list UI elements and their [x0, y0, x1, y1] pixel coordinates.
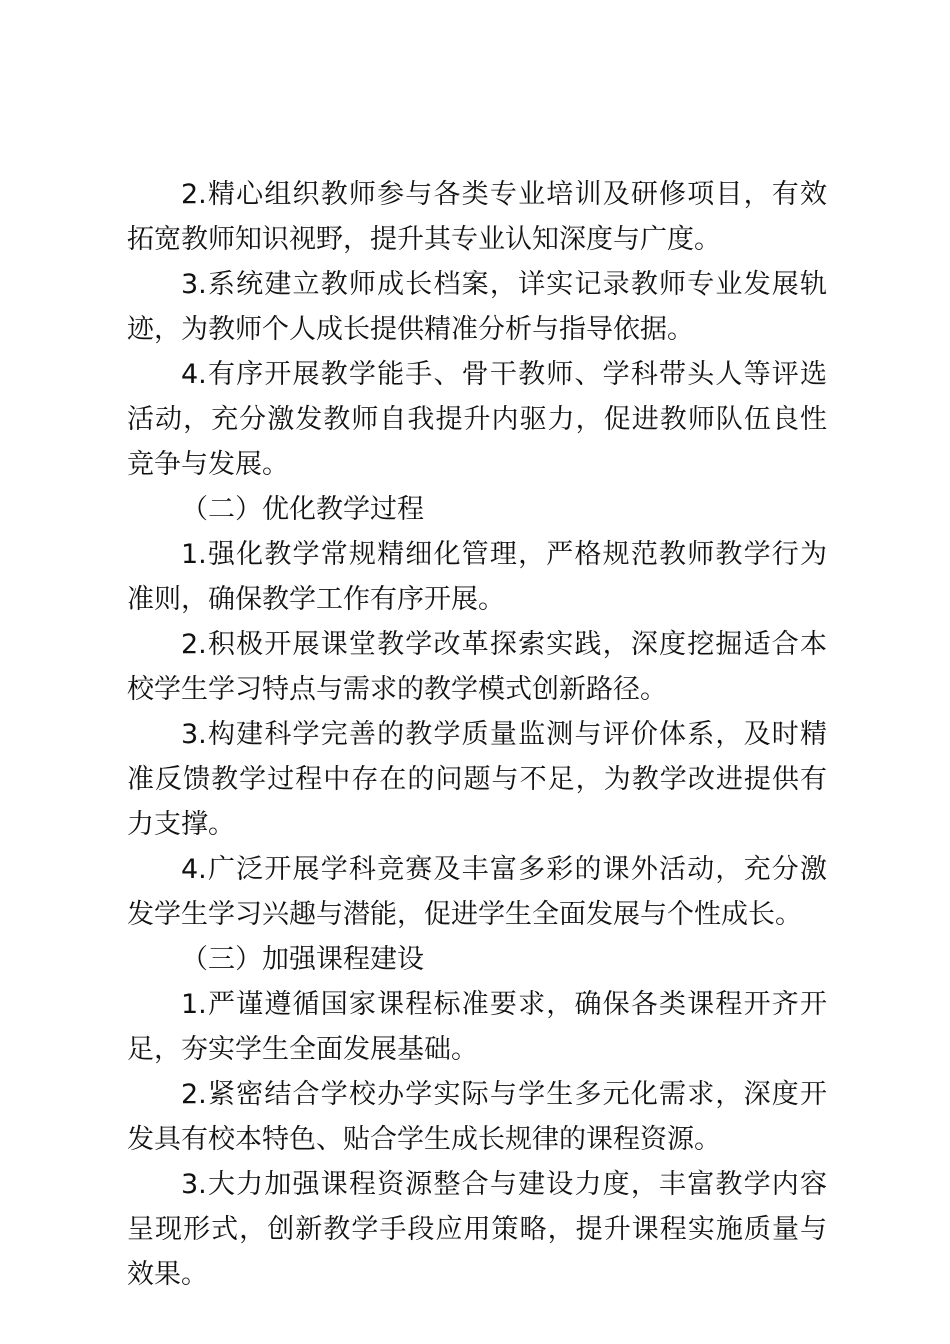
- section-heading-optimize-teaching: （二）优化教学过程: [181, 494, 424, 525]
- paragraph-classroom-reform: 2.积极开展课堂教学改革探索实践，深度挖掘适合本校学生学习特点与需求的教学模式创新路径。: [127, 629, 827, 705]
- paragraph-quality-monitoring: 3.构建科学完善的教学质量监测与评价体系，及时精准反馈教学过程中存在的问题与不足，为教学改进提供有力支撑。: [127, 719, 827, 840]
- paragraph-routine-management: 1.强化教学常规精细化管理，严格规范教师教学行为准则，确保教学工作有序开展。: [127, 539, 827, 615]
- paragraph-growth-archive: 3.系统建立教师成长档案，详实记录教师专业发展轨迹，为教师个人成长提供精准分析与指导依据。: [127, 269, 827, 345]
- paragraph-competitions-activities: 4.广泛开展学科竞赛及丰富多彩的课外活动，充分激发学生学习兴趣与潜能，促进学生全面发展与个性成长。: [127, 854, 827, 930]
- paragraph-teacher-training: 2.精心组织教师参与各类专业培训及研修项目，有效拓宽教师知识视野，提升其专业认知深度与广度。: [127, 179, 827, 255]
- paragraph-resource-integration: 3.大力加强课程资源整合与建设力度，丰富教学内容呈现形式，创新教学手段应用策略，提升课程实施质量与效果。: [127, 1169, 827, 1290]
- paragraph-school-curriculum: 2.紧密结合学校办学实际与学生多元化需求，深度开发具有校本特色、贴合学生成长规律的课程资源。: [127, 1079, 827, 1155]
- paragraph-selection-activities: 4.有序开展教学能手、骨干教师、学科带头人等评选活动，充分激发教师自我提升内驱力，促进教师队伍良性竞争与发展。: [127, 359, 827, 480]
- paragraph-national-standards: 1.严谨遵循国家课程标准要求，确保各类课程开齐开足，夯实学生全面发展基础。: [127, 989, 827, 1065]
- document-body: [127, 172, 827, 1297]
- section-heading-curriculum: （三）加强课程建设: [181, 944, 424, 975]
